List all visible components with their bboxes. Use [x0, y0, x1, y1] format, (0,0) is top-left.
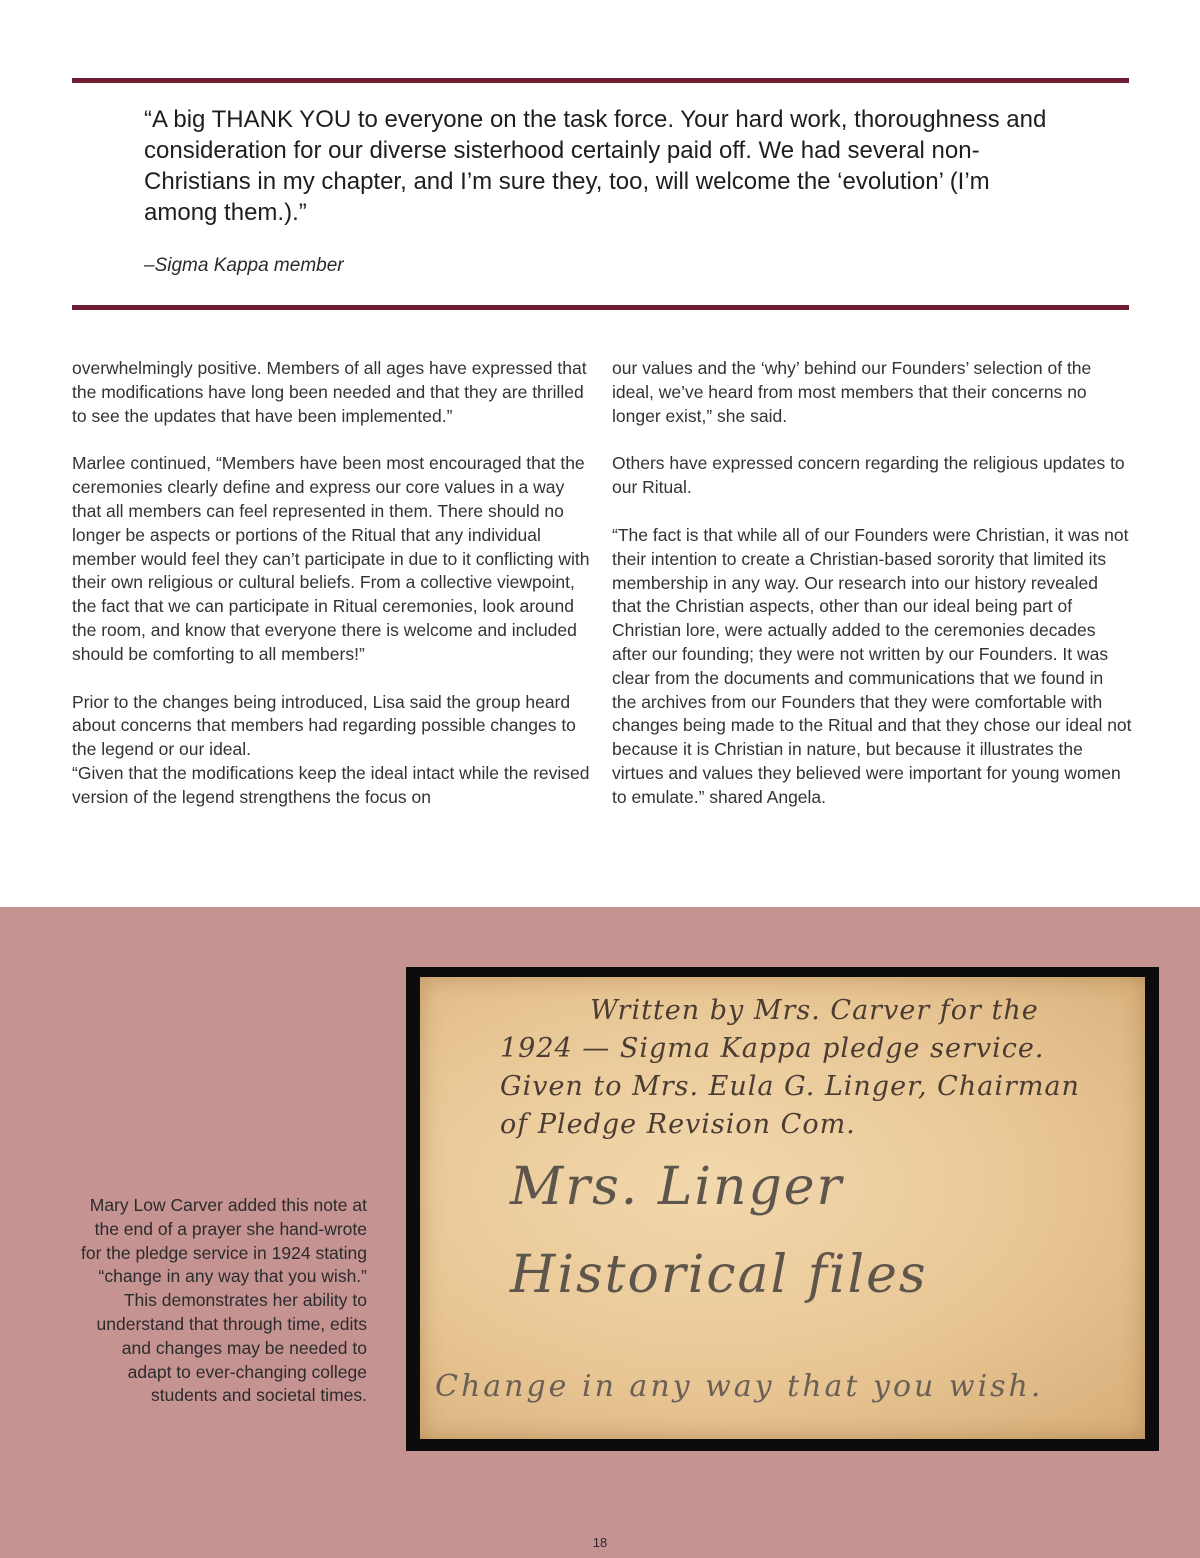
- handwritten-pencil-files: Historical files: [510, 1245, 928, 1305]
- handwritten-pencil-name: Mrs. Linger: [510, 1157, 844, 1217]
- handwritten-line: Given to Mrs. Eula G. Linger, Chairman: [500, 1071, 1080, 1102]
- quote-attribution: –Sigma Kappa member: [144, 255, 344, 276]
- body-paragraph: our values and the ‘why’ behind our Founders’ selection of the ideal, we’ve heard from most members that their concerns no longer exist,” she said.: [612, 358, 1092, 426]
- body-paragraph: Others have expressed concern regarding the religious updates to our Ritual.: [612, 453, 1125, 498]
- bottom-rule: [72, 305, 1129, 310]
- pull-quote: “A big THANK YOU to everyone on the task force. Your hard work, thoroughness and consideration for our diverse sisterhood certainly paid off. We had several non-Christians in my chapter, and I’m sure they, too, will welcome the ‘evolution’ (I’m among them.).”: [144, 106, 1047, 226]
- page-number: 18: [592, 1535, 608, 1550]
- body-paragraph: “The fact is that while all of our Founders were Christian, it was not their intention to create a Christian-based sorority that limited its membership in any way. Our research into our history revealed that the Christian aspects, other than our ideal being part of Christian lore, were actually added to the ceremonies decades after our founding; they were not written by our Founders. It was clear from the documents and communications that we found in the archives from our Founders that they were comfortable with changes being made to the Ritual and that they chose our ideal not because it is Christian in nature, but because it illustrates the virtues and values they believed were important for young women to emulate.” shared Angela.: [612, 524, 1132, 807]
- body-paragraph: overwhelmingly positive. Members of all ages have expressed that the modifications have long been needed and that they are thrilled to see the updates that have been implemented.”: [72, 358, 587, 426]
- handwritten-pencil-note: Change in any way that you wish.: [435, 1369, 1044, 1404]
- right-column: [612, 357, 1132, 834]
- handwritten-line: 1924 — Sigma Kappa pledge service.: [500, 1033, 1045, 1064]
- photo-caption: Mary Low Carver added this note at the end of a prayer she hand-wrote for the pledge service in 1924 stating “change in any way that you wish.” This demonstrates her ability to understand that through time, edits and changes may be needed to adapt to ever-changing college students and societal times.: [80, 1195, 367, 1406]
- handwritten-card: [420, 977, 1145, 1439]
- body-paragraph: “Given that the modifications keep the ideal intact while the revised version of the legend strengthens the focus on: [72, 762, 590, 807]
- top-rule: [72, 78, 1129, 83]
- archival-photo: [406, 967, 1159, 1451]
- handwritten-line: of Pledge Revision Com.: [500, 1109, 856, 1140]
- body-paragraph: Marlee continued, “Members have been most encouraged that the ceremonies clearly define and express our core values in a way that all members can feel represented in them. There should no longer be aspects or portions of the Ritual that any individual member would feel they can’t participate in due to it conflicting with their own religious or cultural beliefs. From a collective viewpoint, the fact that we can participate in Ritual ceremonies, look around the room, and know that everyone there is welcome and included should be comforting to all members!”: [72, 453, 590, 664]
- handwritten-line: Written by Mrs. Carver for the: [590, 995, 1039, 1026]
- body-paragraph: Prior to the changes being introduced, Lisa said the group heard about concerns that members had regarding possible changes to the legend or our ideal.: [72, 691, 576, 760]
- left-column: [72, 357, 592, 834]
